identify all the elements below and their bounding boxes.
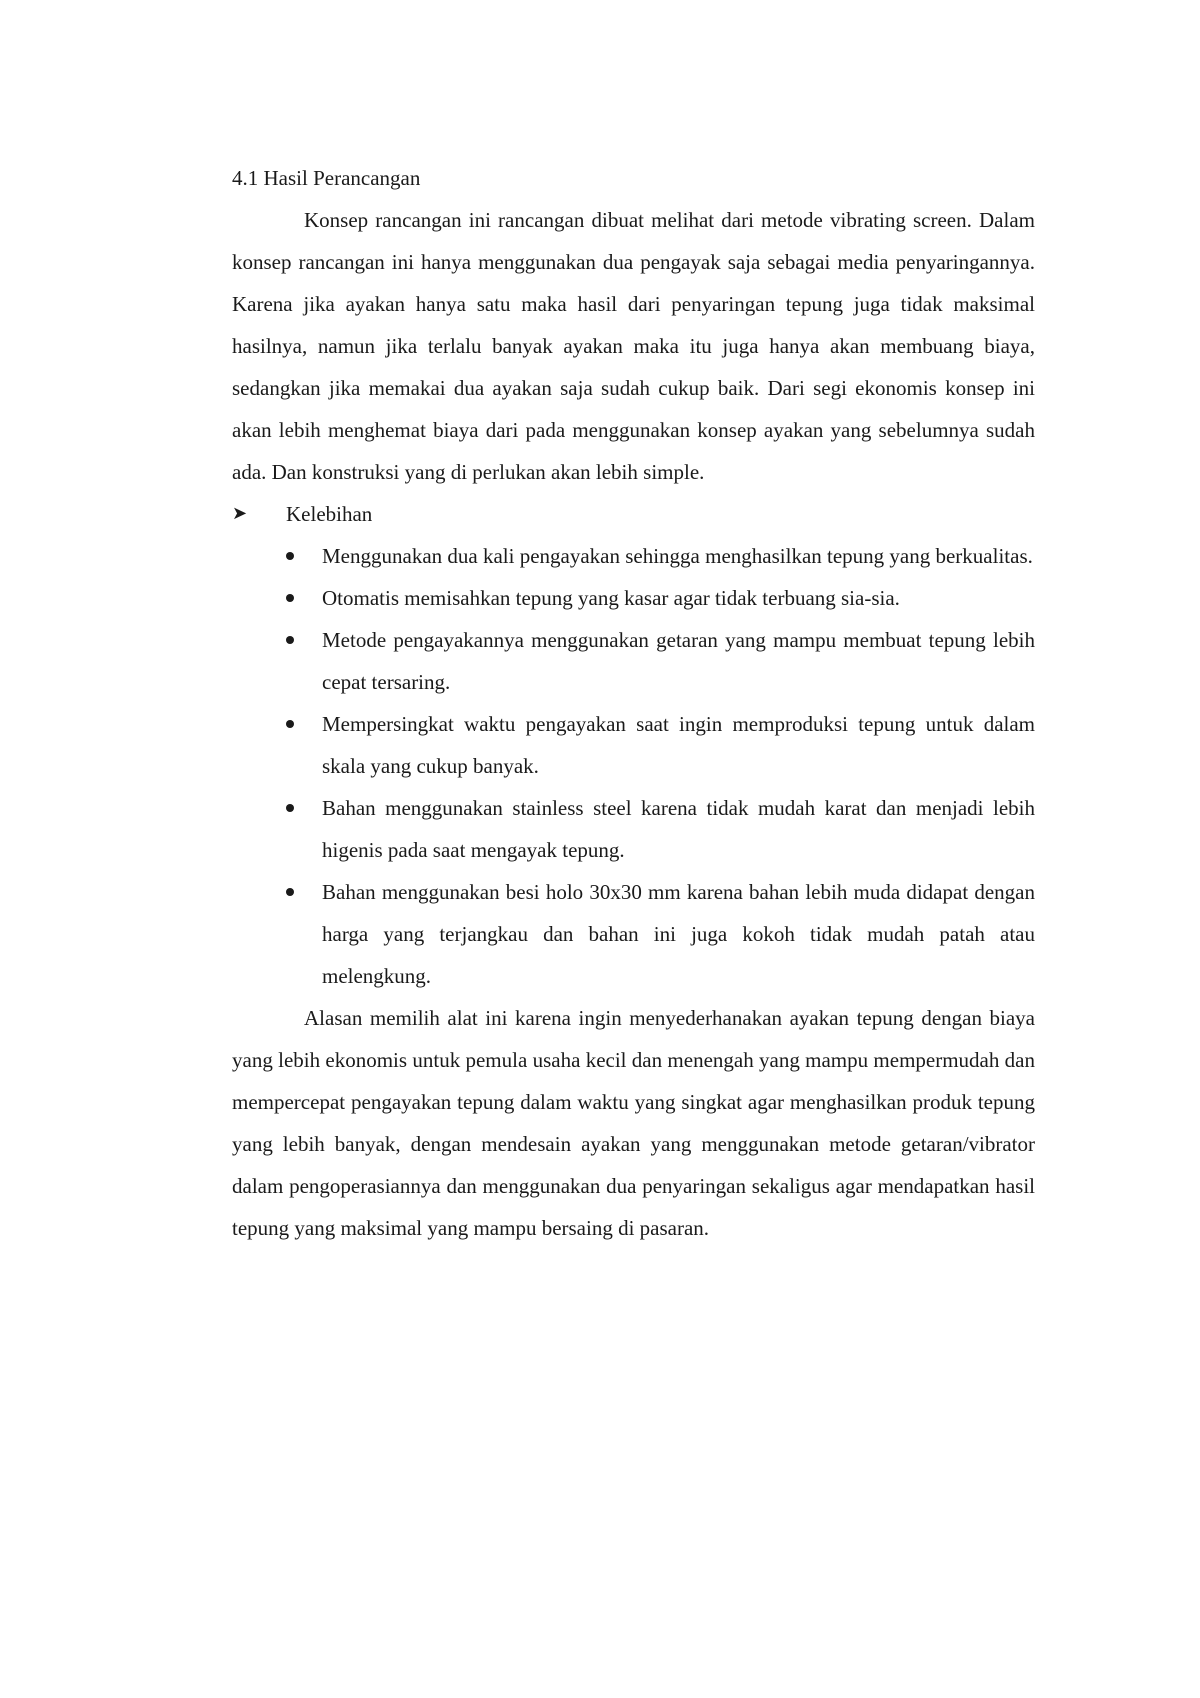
list-item: [322, 535, 1035, 577]
list-item-text: Bahan menggunakan stainless steel karena tidak mudah karat dan menjadi lebih higenis pada saat mengayak tepung.: [322, 796, 1035, 862]
list-item: [322, 871, 1035, 997]
bullet-dot-icon: [286, 636, 294, 644]
list-item-text: Mempersingkat waktu pengayakan saat ingin memproduksi tepung untuk dalam skala yang cukup banyak.: [322, 712, 1035, 778]
list-item-text: Menggunakan dua kali pengayakan sehingga menghasilkan tepung yang berkualitas.: [322, 544, 1033, 568]
advantages-label: Kelebihan: [286, 502, 373, 526]
closing-paragraph: Alasan memilih alat ini karena ingin menyederhanakan ayakan tepung dengan biaya yang lebih ekonomis untuk pemula usaha kecil dan menengah yang mampu mempermudah dan mempercepat pengayakan tepung dalam waktu yang singkat agar menghasilkan produk tepung yang lebih banyak, dengan mendesain ayakan yang menggunakan metode getaran/vibrator dalam pengoperasiannya dan menggunakan dua penyaringan sekaligus agar mendapatkan hasil tepung yang maksimal yang mampu bersaing di pasaran.: [232, 1006, 1035, 1240]
arrowhead-bullet-icon: ➤: [232, 503, 248, 524]
list-item-text: Otomatis memisahkan tepung yang kasar agar tidak terbuang sia-sia.: [322, 586, 900, 610]
bullet-dot-icon: [286, 804, 294, 812]
bullet-dot-icon: [286, 720, 294, 728]
bullet-dot-icon: [286, 594, 294, 602]
advantages-heading: [232, 493, 1035, 535]
list-item: [322, 577, 1035, 619]
list-item: [322, 619, 1035, 703]
list-item-text: Metode pengayakannya menggunakan getaran yang mampu membuat tepung lebih cepat tersaring.: [322, 628, 1035, 694]
advantages-list: [232, 535, 1035, 997]
page-content: [232, 157, 1035, 1249]
list-item: [322, 787, 1035, 871]
bullet-dot-icon: [286, 552, 294, 560]
list-item: [322, 703, 1035, 787]
section-heading: 4.1 Hasil Perancangan: [232, 166, 421, 190]
bullet-dot-icon: [286, 888, 294, 896]
intro-paragraph: Konsep rancangan ini rancangan dibuat melihat dari metode vibrating screen. Dalam konsep rancangan ini hanya menggunakan dua pengayak saja sebagai media penyaringannya. Karena jika ayakan hanya satu maka hasil dari penyaringan tepung juga tidak maksimal hasilnya, namun jika terlalu banyak ayakan maka itu juga hanya akan membuang biaya, sedangkan jika memakai dua ayakan saja sudah cukup baik. Dari segi ekonomis konsep ini akan lebih menghemat biaya dari pada menggunakan konsep ayakan yang sebelumnya sudah ada. Dan konstruksi yang di perlukan akan lebih simple.: [232, 208, 1035, 484]
list-item-text: Bahan menggunakan besi holo 30x30 mm karena bahan lebih muda didapat dengan harga yang terjangkau dan bahan ini juga kokoh tidak mudah patah atau melengkung.: [322, 880, 1035, 988]
